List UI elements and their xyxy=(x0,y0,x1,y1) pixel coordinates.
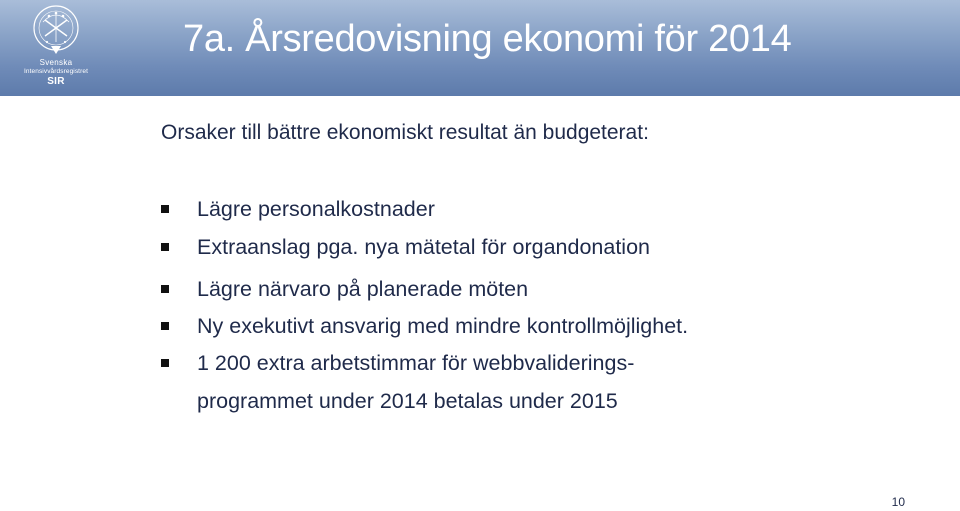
bullet-text-line1: 1 200 extra arbetstimmar för webbvaliderings- xyxy=(197,351,635,375)
sir-logo-icon xyxy=(29,2,83,58)
square-bullet-icon xyxy=(161,322,169,330)
bullet-item xyxy=(161,313,688,339)
page-number: 10 xyxy=(891,495,905,509)
sir-logo xyxy=(8,2,104,92)
bullet-text: Extraanslag pga. nya mätetal för organdonation xyxy=(197,235,650,259)
bullet-list xyxy=(161,196,688,414)
bullet-item xyxy=(161,234,688,260)
square-bullet-icon xyxy=(161,285,169,293)
slide-title: 7a. Årsredovisning ekonomi för 2014 xyxy=(183,18,792,60)
bullet-item xyxy=(161,276,688,302)
bullet-item xyxy=(161,196,688,222)
square-bullet-icon xyxy=(161,205,169,213)
logo-text-sir: SIR xyxy=(47,76,65,87)
square-bullet-icon xyxy=(161,359,169,367)
logo-text-svenska: Svenska xyxy=(39,58,73,67)
bullet-text: Lägre närvaro på planerade möten xyxy=(197,277,529,301)
bullet-text: Ny exekutivt ansvarig med mindre kontrollmöjlighet. xyxy=(197,314,689,338)
bullet-text-line2: programmet under 2014 betalas under 2015 xyxy=(197,389,618,413)
square-bullet-icon xyxy=(161,243,169,251)
bullet-text: Lägre personalkostnader xyxy=(197,197,435,221)
intro-text: Orsaker till bättre ekonomiskt resultat än budgeterat: xyxy=(161,121,649,144)
header-band xyxy=(0,0,960,96)
bullet-item xyxy=(161,350,688,414)
logo-text-register: Intensivvårdsregistret xyxy=(24,68,88,75)
